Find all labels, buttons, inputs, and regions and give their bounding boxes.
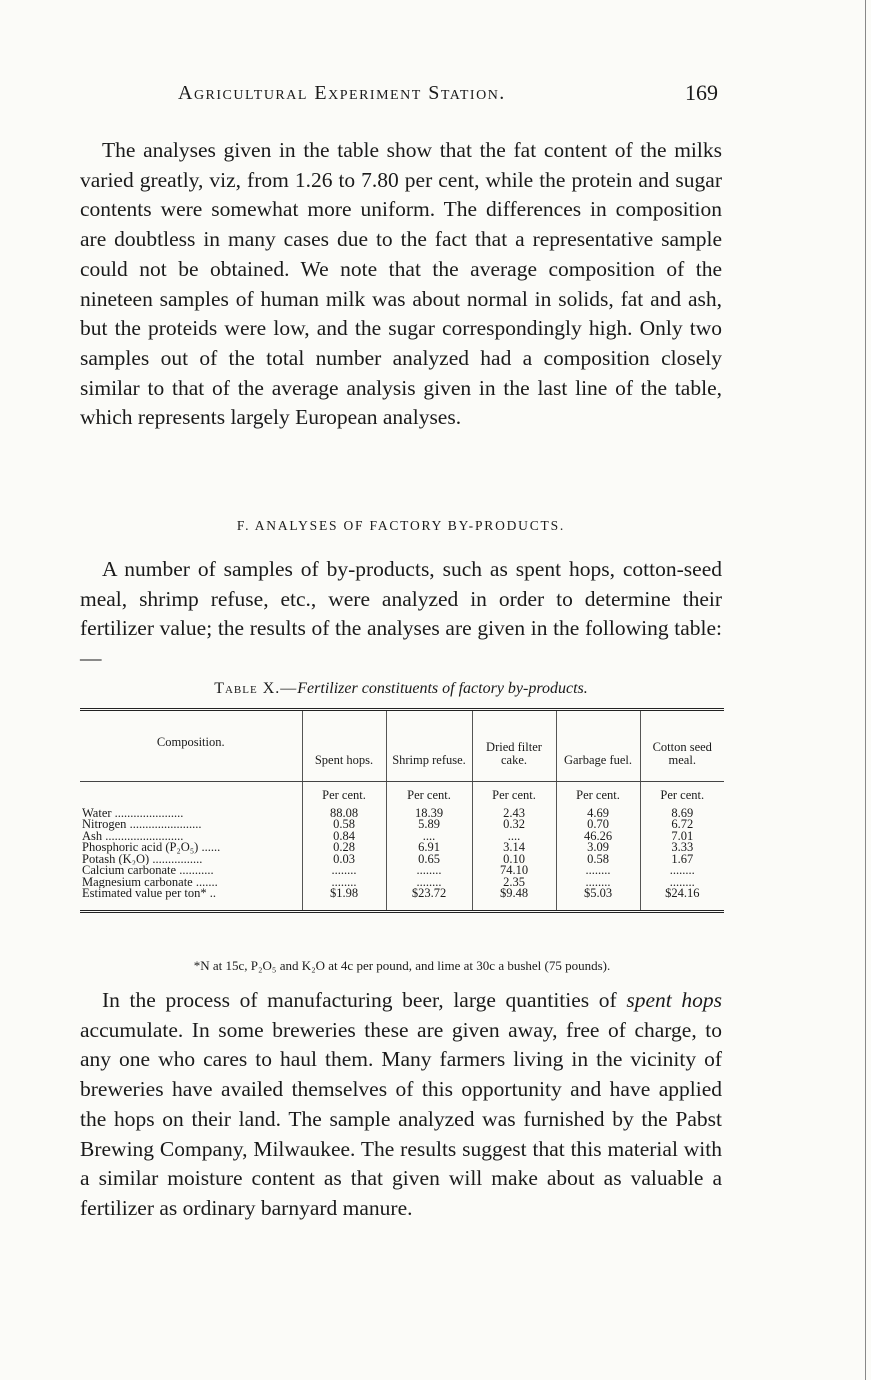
paragraph-spent-hops bbox=[80, 986, 722, 1224]
table-footnote: *N at 15c, P₂O₅ and K₂O at 4c per pound, and lime at 30c a bushel (75 pounds). bbox=[193, 958, 611, 973]
table-row bbox=[80, 877, 724, 889]
paragraph-milk-analysis-text: The analyses given in the table show that the fat content of the milks varied greatly, viz, from 1.26 to 7.80 per cent, while the protein and sugar contents were somewhat more uniform. The differences in composition are doubtless in many cases due to the fact that a representative sample could not be obtained. We note that the average composition of the nineteen samples of human milk was about normal in solids, fat and ash, but the proteids were low, and the sugar correspondingly high. Only two samples out of the total number analyzed had a composition closely similar to that of the average analysis given in the last line of the table, which represents largely European analyses. bbox=[80, 138, 722, 430]
cell: $5.03 bbox=[556, 888, 640, 911]
paragraph-milk-analysis bbox=[80, 136, 722, 433]
cell: 2.43 bbox=[472, 808, 556, 820]
paragraph-byproducts-intro bbox=[80, 555, 722, 674]
cell: 6.91 bbox=[386, 842, 472, 854]
cell: 0.10 bbox=[472, 854, 556, 866]
row-label: Nitrogen ....................... bbox=[82, 819, 202, 831]
cell: 6.72 bbox=[640, 819, 724, 831]
fertilizer-table bbox=[80, 708, 724, 913]
header-composition: Composition. bbox=[80, 710, 302, 782]
header-garbage-fuel: Garbage fuel. bbox=[556, 710, 640, 782]
cell: 0.65 bbox=[386, 854, 472, 866]
cell: 7.01 bbox=[640, 831, 724, 843]
table-units-row bbox=[80, 782, 724, 808]
section-heading: F. ANALYSES OF FACTORY BY-PRODUCTS. bbox=[236, 518, 566, 533]
row-label: Calcium carbonate ........... bbox=[82, 865, 214, 877]
table-row bbox=[80, 888, 724, 911]
page-edge-rule bbox=[865, 0, 866, 1380]
row-label: Estimated value per ton* .. bbox=[80, 888, 302, 911]
cell: 3.14 bbox=[472, 842, 556, 854]
row-label: Magnesium carbonate ....... bbox=[82, 876, 218, 888]
cell: 88.08 bbox=[302, 808, 386, 820]
table-caption-title: Fertilizer constituents of factory by-products. bbox=[297, 680, 588, 697]
cell: ........ bbox=[302, 865, 386, 877]
cell: .... bbox=[472, 831, 556, 843]
cell: ........ bbox=[640, 877, 724, 889]
cell: ........ bbox=[386, 865, 472, 877]
cell: $9.48 bbox=[472, 888, 556, 911]
cell: ........ bbox=[302, 877, 386, 889]
header-dried-filter-cake: Dried filter cake. bbox=[472, 710, 556, 782]
unit-shrimp-refuse: Per cent. bbox=[386, 782, 472, 808]
cell: 5.89 bbox=[386, 819, 472, 831]
cell: ........ bbox=[386, 877, 472, 889]
cell: $1.98 bbox=[302, 888, 386, 911]
cell: 0.70 bbox=[556, 819, 640, 831]
cell: 0.03 bbox=[302, 854, 386, 866]
unit-dried-filter-cake: Per cent. bbox=[472, 782, 556, 808]
unit-cotton-seed-meal: Per cent. bbox=[640, 782, 724, 808]
row-label: Ash ......................... bbox=[82, 830, 184, 842]
paragraph-spent-hops-pre: In the process of manufacturing beer, large quantities of bbox=[102, 988, 627, 1012]
table-row bbox=[80, 854, 724, 866]
paragraph-spent-hops-post: accumulate. In some breweries these are given away, free of charge, to any one who cares to haul them. Many farmers living in the vicinity of breweries have availed themselves of this opportunity and have applied the hops on their land. The sample analyzed was furnished by the Pabst Brewing Company, Milwaukee. The results suggest that this material with a similar moisture content as that given will make about as valuable a fertilizer as ordinary barnyard manure. bbox=[80, 1017, 722, 1220]
paragraph-spent-hops-emphasis: spent hops bbox=[626, 988, 723, 1012]
cell: 0.84 bbox=[302, 831, 386, 843]
cell: 8.69 bbox=[640, 808, 724, 820]
table-row bbox=[80, 819, 724, 831]
cell: $23.72 bbox=[386, 888, 472, 911]
cell: 0.32 bbox=[472, 819, 556, 831]
cell: 0.58 bbox=[556, 854, 640, 866]
cell: 46.26 bbox=[556, 831, 640, 843]
cell: 0.58 bbox=[302, 819, 386, 831]
paragraph-byproducts-intro-text: A number of samples of by-products, such as spent hops, cotton-seed meal, shrimp refuse, etc., were analyzed in order to determine their fertilizer value; the results of the analyses are given in the following table:— bbox=[80, 557, 722, 671]
cell: 1.67 bbox=[640, 854, 724, 866]
cell: 4.69 bbox=[556, 808, 640, 820]
cell: 18.39 bbox=[386, 808, 472, 820]
table-row bbox=[80, 808, 724, 820]
cell: ........ bbox=[556, 877, 640, 889]
table-caption-lead: Table X.— bbox=[214, 680, 298, 697]
cell: .... bbox=[386, 831, 472, 843]
cell: 3.09 bbox=[556, 842, 640, 854]
unit-spent-hops: Per cent. bbox=[302, 782, 386, 808]
running-title: Agricultural Experiment Station. bbox=[178, 82, 506, 104]
cell: ........ bbox=[556, 865, 640, 877]
cell: ........ bbox=[640, 865, 724, 877]
cell: 0.28 bbox=[302, 842, 386, 854]
table-caption bbox=[80, 680, 722, 698]
cell: 2.35 bbox=[472, 877, 556, 889]
cell: 3.33 bbox=[640, 842, 724, 854]
running-head bbox=[178, 82, 718, 114]
row-label: Potash (K₂O) ................ bbox=[82, 853, 203, 865]
table-row bbox=[80, 831, 724, 843]
table-row bbox=[80, 842, 724, 854]
row-label: Water ...................... bbox=[82, 807, 184, 819]
unit-garbage-fuel: Per cent. bbox=[556, 782, 640, 808]
table-header-row bbox=[80, 710, 724, 782]
header-cotton-seed-meal: Cotton seed meal. bbox=[640, 710, 724, 782]
header-spent-hops: Spent hops. bbox=[302, 710, 386, 782]
cell: $24.16 bbox=[640, 888, 724, 911]
table-row bbox=[80, 865, 724, 877]
header-shrimp-refuse: Shrimp refuse. bbox=[386, 710, 472, 782]
cell: 74.10 bbox=[472, 865, 556, 877]
units-blank bbox=[80, 782, 302, 808]
page-number: 169 bbox=[685, 80, 718, 105]
row-label: Phosphoric acid (P₂O₅) ...... bbox=[82, 842, 221, 854]
